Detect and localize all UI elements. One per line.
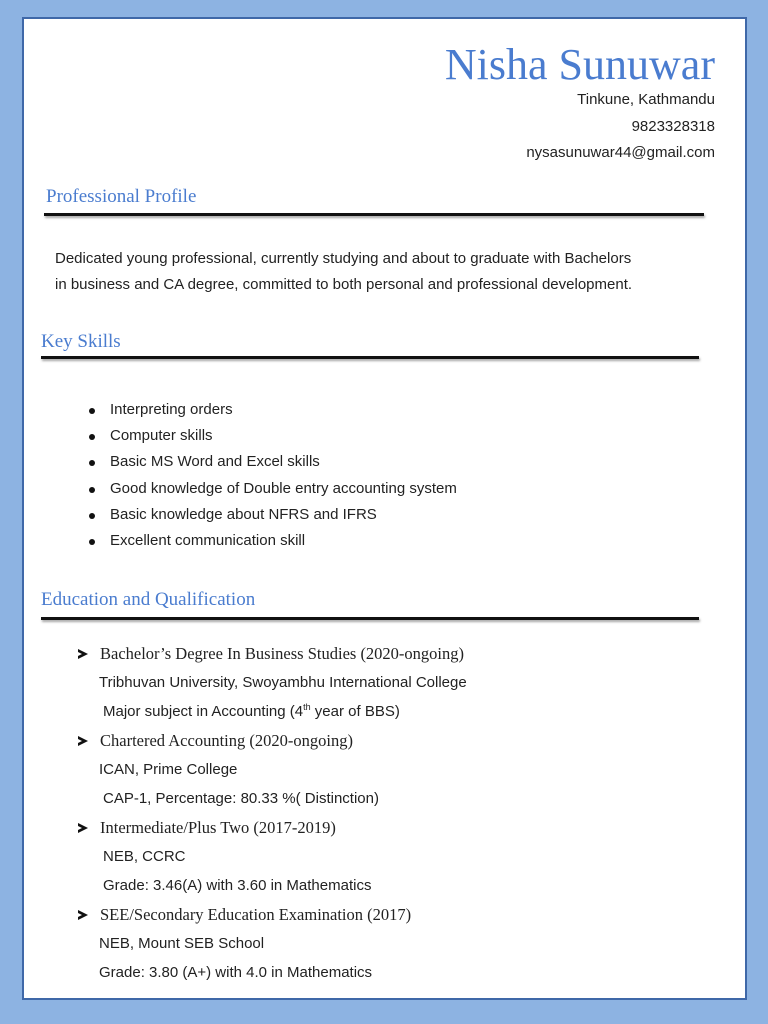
section-title-skills: Key Skills [41, 331, 121, 352]
section-divider-education [41, 617, 699, 620]
list-item [84, 502, 457, 528]
institution-text: NEB, Mount SEB School [99, 935, 265, 952]
list-item [84, 476, 457, 502]
skill-label: Good knowledge of Double entry accounting system [110, 479, 457, 497]
degree-title: Chartered Accounting (2020-ongoing) [100, 731, 353, 750]
skill-label: Computer skills [110, 427, 213, 445]
education-entry-heading [78, 813, 467, 842]
education-entry-heading [78, 900, 467, 929]
detail-text: Grade: 3.46(A) with 3.60 in Mathematics [103, 877, 372, 894]
bullet-icon [89, 460, 95, 466]
arrow-bullet-icon [78, 910, 88, 920]
degree-title: Intermediate/Plus Two (2017-2019) [100, 818, 336, 837]
profile-summary-line: Dedicated young professional, currently studying and about to graduate with Bachelors [55, 250, 632, 267]
institution-text: NEB, CCRC [103, 848, 186, 865]
institution-text: ICAN, Prime College [99, 761, 238, 778]
detail-text: CAP-1, Percentage: 80.33 %( Distinction) [103, 790, 379, 807]
arrow-bullet-icon [78, 649, 88, 659]
bullet-icon [89, 434, 95, 440]
address-text: Tinkune, Kathmandu [577, 91, 715, 108]
list-item [84, 423, 457, 449]
candidate-name: Nisha Sunuwar [444, 40, 715, 89]
profile-summary [55, 246, 705, 298]
skills-list [84, 397, 457, 554]
detail-text: Grade: 3.80 (A+) with 4.0 in Mathematics [99, 964, 373, 981]
email-text: nysasunuwar44@gmail.com [526, 144, 715, 161]
skill-label: Interpreting orders [110, 401, 233, 418]
degree-title: SEE/Secondary Education Examination (2017) [100, 905, 412, 924]
bullet-icon [89, 487, 95, 493]
section-title-profile: Professional Profile [46, 186, 197, 207]
arrow-bullet-icon [78, 736, 88, 746]
list-item [84, 397, 457, 423]
skill-label: Basic knowledge about NFRS and IFRS [110, 505, 377, 523]
bullet-icon [89, 539, 95, 545]
skill-label: Excellent communication skill [110, 531, 306, 549]
list-item [84, 449, 457, 475]
section-title-education: Education and Qualification [41, 589, 256, 610]
resume-page [22, 17, 747, 1000]
education-entry-heading [78, 726, 467, 755]
bullet-icon [89, 513, 95, 519]
skill-label: Basic MS Word and Excel skills [110, 453, 320, 471]
institution-text: Tribhuvan University, Swoyambhu International College [99, 674, 467, 691]
education-list [78, 639, 467, 987]
section-divider-profile [44, 213, 704, 216]
profile-summary-line: in business and CA degree, committed to both personal and professional development. [55, 276, 633, 293]
education-entry-heading [78, 639, 467, 668]
detail-text: Major subject in Accounting (4th year of BBS) [103, 702, 400, 720]
bullet-icon [89, 408, 95, 414]
phone-text: 9823328318 [631, 118, 715, 135]
degree-title: Bachelor’s Degree In Business Studies (2020-ongoing) [100, 644, 465, 663]
list-item [84, 528, 457, 554]
arrow-bullet-icon [78, 823, 88, 833]
section-divider-skills [41, 356, 699, 359]
